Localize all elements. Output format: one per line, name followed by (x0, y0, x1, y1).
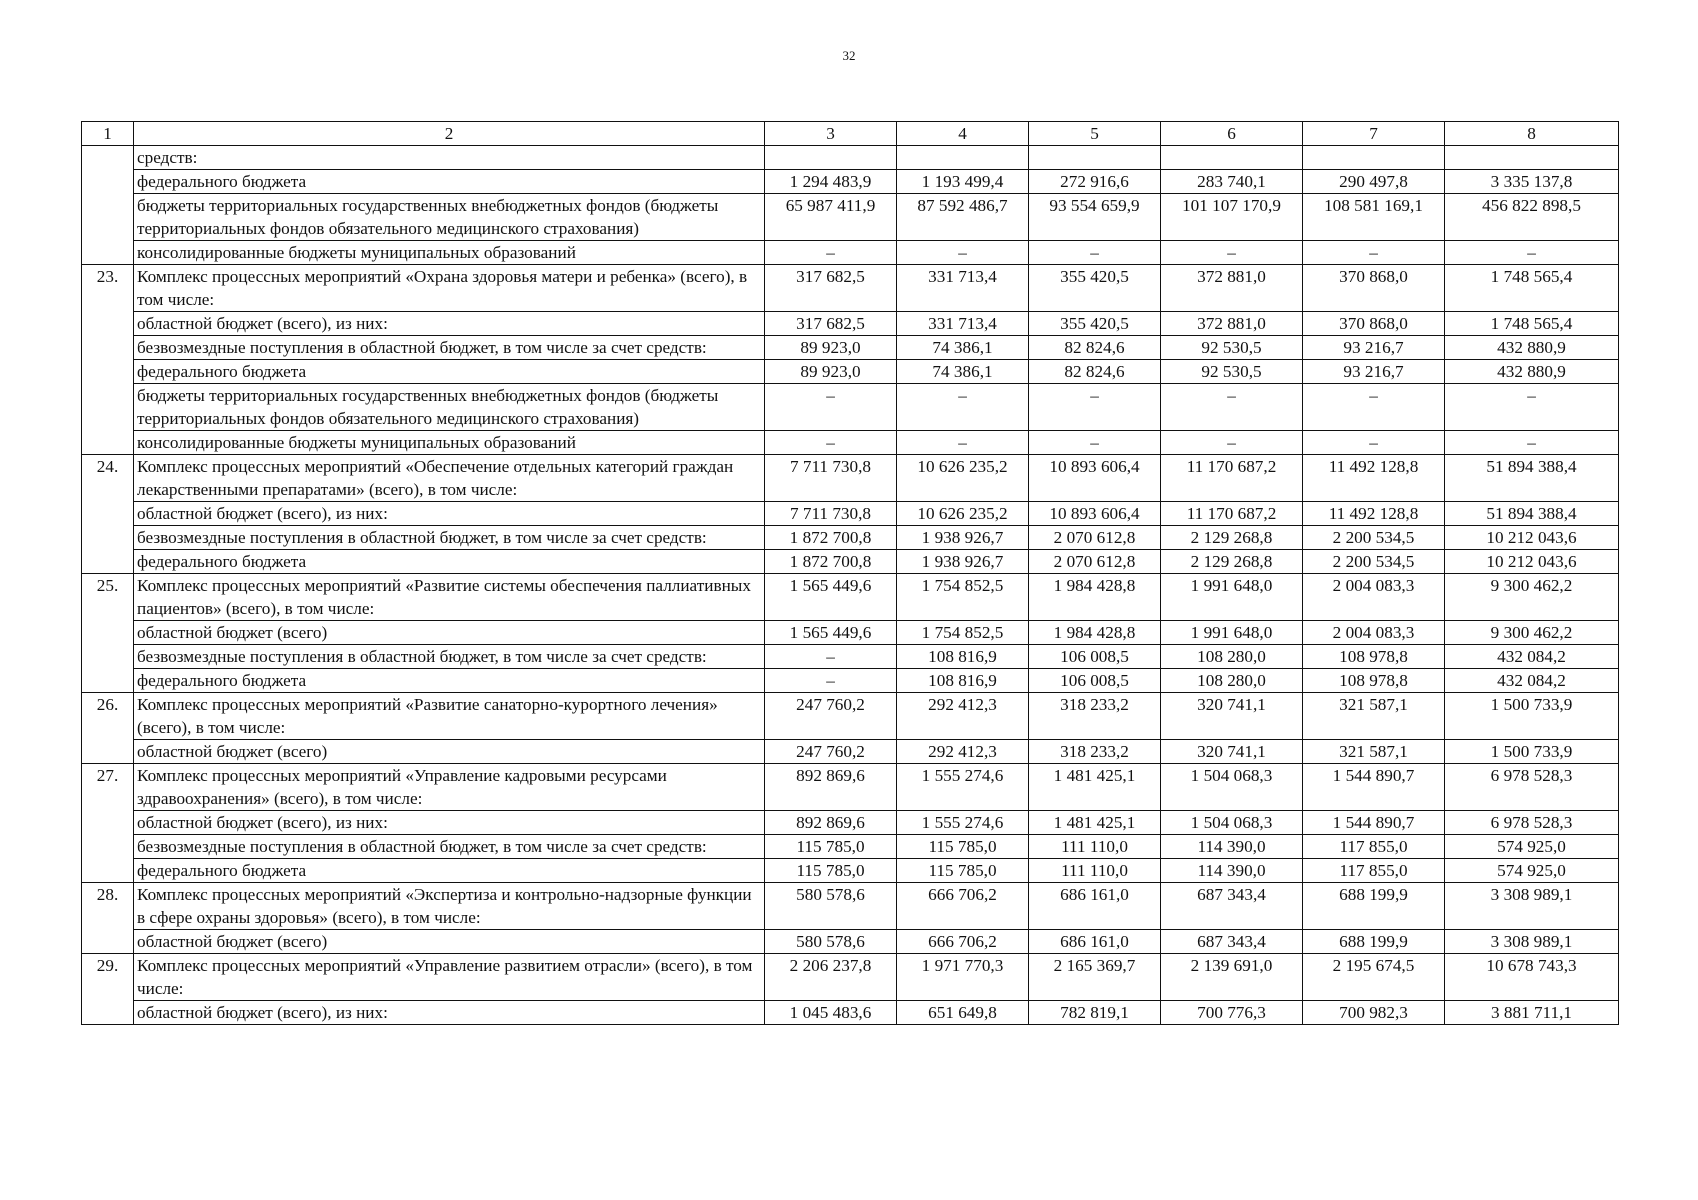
value-cell: 317 682,5 (765, 265, 897, 312)
value-cell: 666 706,2 (897, 930, 1029, 954)
row-description: областной бюджет (всего), из них: (134, 502, 765, 526)
table-row (82, 526, 1619, 550)
row-description: федерального бюджета (134, 360, 765, 384)
value-cell: – (765, 669, 897, 693)
value-cell: 687 343,4 (1161, 930, 1303, 954)
value-cell: 355 420,5 (1029, 265, 1161, 312)
value-cell: 290 497,8 (1303, 170, 1445, 194)
value-cell (1303, 146, 1445, 170)
value-cell: 432 880,9 (1445, 360, 1619, 384)
value-cell: 11 170 687,2 (1161, 455, 1303, 502)
value-cell: 321 587,1 (1303, 740, 1445, 764)
row-description: федерального бюджета (134, 170, 765, 194)
table-row (82, 1001, 1619, 1025)
row-description: средств: (134, 146, 765, 170)
value-cell: 686 161,0 (1029, 883, 1161, 930)
value-cell: 1 938 926,7 (897, 550, 1029, 574)
value-cell: – (1029, 241, 1161, 265)
value-cell: 117 855,0 (1303, 859, 1445, 883)
value-cell: 114 390,0 (1161, 835, 1303, 859)
value-cell: 1 991 648,0 (1161, 621, 1303, 645)
value-cell: 2 200 534,5 (1303, 526, 1445, 550)
row-description: безвозмездные поступления в областной бюджет, в том числе за счет средств: (134, 526, 765, 550)
value-cell: 574 925,0 (1445, 859, 1619, 883)
value-cell: 651 649,8 (897, 1001, 1029, 1025)
row-description: безвозмездные поступления в областной бюджет, в том числе за счет средств: (134, 336, 765, 360)
value-cell (1029, 146, 1161, 170)
value-cell: 688 199,9 (1303, 930, 1445, 954)
value-cell: 370 868,0 (1303, 312, 1445, 336)
table-row (82, 954, 1619, 1001)
value-cell: 892 869,6 (765, 764, 897, 811)
value-cell: 82 824,6 (1029, 360, 1161, 384)
value-cell: 1 565 449,6 (765, 621, 897, 645)
table-body (82, 122, 1619, 1025)
value-cell: 292 412,3 (897, 693, 1029, 740)
value-cell: 115 785,0 (897, 835, 1029, 859)
column-number: 1 (82, 122, 134, 146)
column-number: 5 (1029, 122, 1161, 146)
table-row (82, 360, 1619, 384)
value-cell: 1 872 700,8 (765, 526, 897, 550)
row-description: федерального бюджета (134, 550, 765, 574)
value-cell: – (897, 241, 1029, 265)
value-cell: 2 129 268,8 (1161, 526, 1303, 550)
value-cell: – (1029, 384, 1161, 431)
value-cell: 247 760,2 (765, 693, 897, 740)
value-cell: 456 822 898,5 (1445, 194, 1619, 241)
value-cell: 688 199,9 (1303, 883, 1445, 930)
value-cell: 114 390,0 (1161, 859, 1303, 883)
value-cell: 74 386,1 (897, 336, 1029, 360)
row-description: областной бюджет (всего), из них: (134, 312, 765, 336)
value-cell: 320 741,1 (1161, 693, 1303, 740)
value-cell: 580 578,6 (765, 930, 897, 954)
value-cell: – (1161, 384, 1303, 431)
value-cell: 10 626 235,2 (897, 455, 1029, 502)
value-cell: 1 045 483,6 (765, 1001, 897, 1025)
value-cell: 580 578,6 (765, 883, 897, 930)
value-cell: 108 581 169,1 (1303, 194, 1445, 241)
value-cell: 111 110,0 (1029, 859, 1161, 883)
value-cell: 1 938 926,7 (897, 526, 1029, 550)
value-cell: 9 300 462,2 (1445, 621, 1619, 645)
table-row (82, 170, 1619, 194)
row-description: Комплекс процессных мероприятий «Развитие системы обеспечения паллиативных пациентов» (всего), в том числе: (134, 574, 765, 621)
row-description: Комплекс процессных мероприятий «Управление кадровыми ресурсами здравоохранения» (всего), в том числе: (134, 764, 765, 811)
value-cell: 108 816,9 (897, 645, 1029, 669)
value-cell: 6 978 528,3 (1445, 764, 1619, 811)
table-row (82, 146, 1619, 170)
row-number: 23. (82, 265, 134, 455)
value-cell: 318 233,2 (1029, 693, 1161, 740)
value-cell: 111 110,0 (1029, 835, 1161, 859)
value-cell: 115 785,0 (765, 859, 897, 883)
value-cell: 10 626 235,2 (897, 502, 1029, 526)
value-cell: – (897, 384, 1029, 431)
value-cell: 11 492 128,8 (1303, 502, 1445, 526)
value-cell: – (1445, 431, 1619, 455)
value-cell: 370 868,0 (1303, 265, 1445, 312)
table-row (82, 835, 1619, 859)
row-description: безвозмездные поступления в областной бюджет, в том числе за счет средств: (134, 835, 765, 859)
row-description: Комплекс процессных мероприятий «Экспертиза и контрольно-надзорные функции в сфере охраны здоровья» (всего), в том числе: (134, 883, 765, 930)
value-cell: 1 984 428,8 (1029, 574, 1161, 621)
table-row (82, 669, 1619, 693)
value-cell: 892 869,6 (765, 811, 897, 835)
value-cell: 1 500 733,9 (1445, 740, 1619, 764)
value-cell: 432 084,2 (1445, 669, 1619, 693)
value-cell: 108 280,0 (1161, 645, 1303, 669)
value-cell: 117 855,0 (1303, 835, 1445, 859)
value-cell: 1 872 700,8 (765, 550, 897, 574)
value-cell: 700 776,3 (1161, 1001, 1303, 1025)
row-description: Комплекс процессных мероприятий «Развитие санаторно-курортного лечения» (всего), в том числе: (134, 693, 765, 740)
value-cell: 93 216,7 (1303, 336, 1445, 360)
value-cell: 700 982,3 (1303, 1001, 1445, 1025)
value-cell: – (765, 645, 897, 669)
value-cell: – (1161, 241, 1303, 265)
table-row (82, 693, 1619, 740)
row-number: 26. (82, 693, 134, 764)
table-row (82, 764, 1619, 811)
value-cell: 108 816,9 (897, 669, 1029, 693)
row-number: 28. (82, 883, 134, 954)
value-cell: 1 748 565,4 (1445, 312, 1619, 336)
row-description: областной бюджет (всего) (134, 621, 765, 645)
value-cell: 1 971 770,3 (897, 954, 1029, 1001)
table-row (82, 883, 1619, 930)
value-cell: 2 139 691,0 (1161, 954, 1303, 1001)
value-cell: 93 554 659,9 (1029, 194, 1161, 241)
value-cell: 2 004 083,3 (1303, 621, 1445, 645)
value-cell: 283 740,1 (1161, 170, 1303, 194)
row-description: бюджеты территориальных государственных внебюджетных фондов (бюджеты территориальных фондов обязательного медицинского страхования) (134, 384, 765, 431)
value-cell: 2 200 534,5 (1303, 550, 1445, 574)
value-cell: 108 280,0 (1161, 669, 1303, 693)
value-cell: 11 170 687,2 (1161, 502, 1303, 526)
value-cell: 321 587,1 (1303, 693, 1445, 740)
value-cell: 1 504 068,3 (1161, 764, 1303, 811)
value-cell: – (1445, 384, 1619, 431)
value-cell: 292 412,3 (897, 740, 1029, 764)
value-cell: 1 544 890,7 (1303, 811, 1445, 835)
value-cell: – (1303, 241, 1445, 265)
value-cell: 574 925,0 (1445, 835, 1619, 859)
value-cell: 2 004 083,3 (1303, 574, 1445, 621)
table-row (82, 811, 1619, 835)
row-description: областной бюджет (всего) (134, 740, 765, 764)
value-cell: 1 481 425,1 (1029, 764, 1161, 811)
value-cell: 10 678 743,3 (1445, 954, 1619, 1001)
value-cell: – (1029, 431, 1161, 455)
value-cell: 89 923,0 (765, 336, 897, 360)
value-cell: 115 785,0 (897, 859, 1029, 883)
value-cell: 782 819,1 (1029, 1001, 1161, 1025)
value-cell: 7 711 730,8 (765, 455, 897, 502)
table-row (82, 574, 1619, 621)
table-row (82, 621, 1619, 645)
value-cell: 1 193 499,4 (897, 170, 1029, 194)
value-cell: 2 165 369,7 (1029, 954, 1161, 1001)
value-cell: 1 754 852,5 (897, 574, 1029, 621)
value-cell: 9 300 462,2 (1445, 574, 1619, 621)
value-cell: 1 555 274,6 (897, 811, 1029, 835)
value-cell: 1 504 068,3 (1161, 811, 1303, 835)
table-row (82, 194, 1619, 241)
row-description: областной бюджет (всего), из них: (134, 1001, 765, 1025)
value-cell: 92 530,5 (1161, 336, 1303, 360)
value-cell: 1 984 428,8 (1029, 621, 1161, 645)
value-cell: 2 070 612,8 (1029, 526, 1161, 550)
value-cell: 51 894 388,4 (1445, 502, 1619, 526)
value-cell: 318 233,2 (1029, 740, 1161, 764)
value-cell: – (1303, 431, 1445, 455)
column-number: 6 (1161, 122, 1303, 146)
value-cell: 1 481 425,1 (1029, 811, 1161, 835)
value-cell: 2 070 612,8 (1029, 550, 1161, 574)
value-cell: 3 881 711,1 (1445, 1001, 1619, 1025)
value-cell: 3 335 137,8 (1445, 170, 1619, 194)
budget-table (81, 121, 1619, 1025)
table-row (82, 645, 1619, 669)
row-description: Комплекс процессных мероприятий «Управление развитием отрасли» (всего), в том числе: (134, 954, 765, 1001)
row-description: безвозмездные поступления в областной бюджет, в том числе за счет средств: (134, 645, 765, 669)
row-number: 29. (82, 954, 134, 1025)
value-cell: 92 530,5 (1161, 360, 1303, 384)
table-row (82, 455, 1619, 502)
value-cell: 331 713,4 (897, 312, 1029, 336)
table-row (82, 740, 1619, 764)
table-row (82, 431, 1619, 455)
row-number (82, 146, 134, 265)
value-cell: 355 420,5 (1029, 312, 1161, 336)
value-cell: 10 212 043,6 (1445, 526, 1619, 550)
value-cell: 51 894 388,4 (1445, 455, 1619, 502)
value-cell: 2 195 674,5 (1303, 954, 1445, 1001)
value-cell: 106 008,5 (1029, 645, 1161, 669)
value-cell: 372 881,0 (1161, 312, 1303, 336)
value-cell: 11 492 128,8 (1303, 455, 1445, 502)
value-cell: – (1303, 384, 1445, 431)
row-description: областной бюджет (всего), из них: (134, 811, 765, 835)
value-cell: 3 308 989,1 (1445, 883, 1619, 930)
page-number: 32 (842, 48, 856, 63)
value-cell: 3 308 989,1 (1445, 930, 1619, 954)
value-cell (1161, 146, 1303, 170)
value-cell: 93 216,7 (1303, 360, 1445, 384)
row-description: Комплекс процессных мероприятий «Обеспечение отдельных категорий граждан лекарственными препаратами» (всего), в том числе: (134, 455, 765, 502)
row-description: федерального бюджета (134, 669, 765, 693)
value-cell (765, 146, 897, 170)
row-description: областной бюджет (всего) (134, 930, 765, 954)
value-cell: 7 711 730,8 (765, 502, 897, 526)
row-description: консолидированные бюджеты муниципальных образований (134, 431, 765, 455)
value-cell: 1 991 648,0 (1161, 574, 1303, 621)
value-cell: 247 760,2 (765, 740, 897, 764)
value-cell: 666 706,2 (897, 883, 1029, 930)
value-cell: 82 824,6 (1029, 336, 1161, 360)
value-cell: – (897, 431, 1029, 455)
value-cell: – (765, 384, 897, 431)
table-row (82, 336, 1619, 360)
value-cell: 432 880,9 (1445, 336, 1619, 360)
row-number: 27. (82, 764, 134, 883)
row-description: консолидированные бюджеты муниципальных образований (134, 241, 765, 265)
value-cell: 2 206 237,8 (765, 954, 897, 1001)
value-cell: 1 500 733,9 (1445, 693, 1619, 740)
value-cell: 65 987 411,9 (765, 194, 897, 241)
value-cell: 87 592 486,7 (897, 194, 1029, 241)
value-cell: 432 084,2 (1445, 645, 1619, 669)
value-cell: 101 107 170,9 (1161, 194, 1303, 241)
column-number: 4 (897, 122, 1029, 146)
value-cell: 6 978 528,3 (1445, 811, 1619, 835)
value-cell: 1 565 449,6 (765, 574, 897, 621)
row-number: 24. (82, 455, 134, 574)
value-cell: 687 343,4 (1161, 883, 1303, 930)
value-cell: 1 544 890,7 (1303, 764, 1445, 811)
value-cell: 89 923,0 (765, 360, 897, 384)
value-cell: 320 741,1 (1161, 740, 1303, 764)
column-number: 3 (765, 122, 897, 146)
row-description: Комплекс процессных мероприятий «Охрана здоровья матери и ребенка» (всего), в том числе: (134, 265, 765, 312)
table-row (82, 930, 1619, 954)
column-number: 7 (1303, 122, 1445, 146)
value-cell: 10 893 606,4 (1029, 502, 1161, 526)
value-cell: 1 748 565,4 (1445, 265, 1619, 312)
row-description: федерального бюджета (134, 859, 765, 883)
value-cell: 317 682,5 (765, 312, 897, 336)
value-cell: 1 294 483,9 (765, 170, 897, 194)
table-row (82, 859, 1619, 883)
value-cell: 331 713,4 (897, 265, 1029, 312)
value-cell (1445, 146, 1619, 170)
value-cell: 10 893 606,4 (1029, 455, 1161, 502)
column-number: 8 (1445, 122, 1619, 146)
column-number-row (82, 122, 1619, 146)
row-description: бюджеты территориальных государственных внебюджетных фондов (бюджеты территориальных фондов обязательного медицинского страхования) (134, 194, 765, 241)
table-row (82, 241, 1619, 265)
value-cell: 686 161,0 (1029, 930, 1161, 954)
value-cell: 108 978,8 (1303, 645, 1445, 669)
value-cell: – (1445, 241, 1619, 265)
table-row (82, 502, 1619, 526)
value-cell: 115 785,0 (765, 835, 897, 859)
value-cell: 372 881,0 (1161, 265, 1303, 312)
value-cell: – (765, 241, 897, 265)
value-cell: 1 754 852,5 (897, 621, 1029, 645)
table-row (82, 265, 1619, 312)
table-row (82, 312, 1619, 336)
value-cell: 10 212 043,6 (1445, 550, 1619, 574)
value-cell: 272 916,6 (1029, 170, 1161, 194)
value-cell: 2 129 268,8 (1161, 550, 1303, 574)
value-cell: 1 555 274,6 (897, 764, 1029, 811)
value-cell: 106 008,5 (1029, 669, 1161, 693)
table-row (82, 384, 1619, 431)
row-number: 25. (82, 574, 134, 693)
value-cell: – (765, 431, 897, 455)
value-cell (897, 146, 1029, 170)
value-cell: 74 386,1 (897, 360, 1029, 384)
column-number: 2 (134, 122, 765, 146)
value-cell: – (1161, 431, 1303, 455)
value-cell: 108 978,8 (1303, 669, 1445, 693)
table-row (82, 550, 1619, 574)
